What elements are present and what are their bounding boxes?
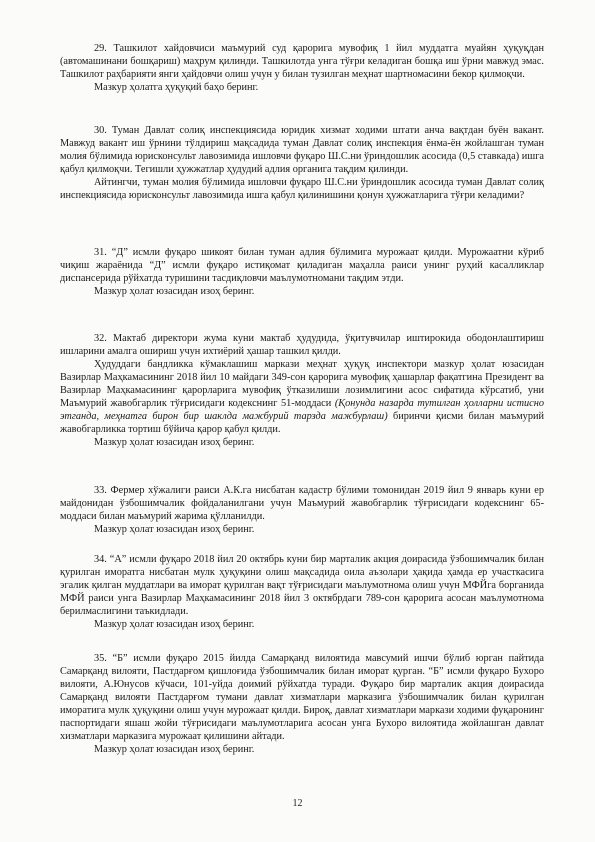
item-34-question: Мазкур ҳолат юзасидан изоҳ беринг. <box>94 619 255 630</box>
item-35-text: 35. “Б” исмли фуқаро 2015 йилда Самарқанд вилоятида мавсумий ишчи бўлиб юрган пайтида Самарқанд вилояти, Пастдарғом қишлоғида ўзбошимчалик билан иморат қурган. “Б” исмли фуқаро Бухоро вилояти, А.Юнусов кўчаси, 101-уйда доимий рўйхатда туради. Фуқаро бир марталик акция доирасида Самарқанд вилояти Пастдарғом тумани давлат хизматлари марказига ўзбошимчалик билан қурилган иморатига мулк ҳуқуқини олиш учун мурожаат қилди. Бироқ, давлат хизматлари маркази ходими фуқаронинг паспортидаги яшаш жойи тўғрисидаги маълумотларига асосан унга Бухоро вилоятида жойлашган давлат хизматлари марказига мурожаат қилишини айтади. <box>60 653 544 742</box>
item-29 <box>60 42 544 94</box>
item-31-question: Мазкур ҳолат юзасидан изоҳ беринг. <box>94 286 255 297</box>
item-29-question: Мазкур ҳолатга ҳуқуқий баҳо беринг. <box>94 82 259 93</box>
item-33 <box>60 484 544 536</box>
item-34-text: 34. “А” исмли фуқаро 2018 йил 20 октябрь куни бир марталик акция доирасида ўзбошимчалик билан қурилган иморатга нисбатан мулк ҳуқуқини олиш мақсадида оила аъзолари ҳақида ҳамда ер участкасига эгалик қилган муддатлари ва иморат қурилган вақт тўғрисидаги маълумотнома олиш учун МФЙга борганида МФЙ раиси унга Вазирлар Маҳкамасининг 2018 йил 3 октябрдаги 789-сон қарорига асосан маълумотнома берилмаслигини таъкидлади. <box>60 554 544 617</box>
item-30-text: 30. Туман Давлат солиқ инспекциясида юридик хизмат ходими штати анча вақтдан буён вакант. Мавжуд вакант иш ўрнини тўлдириш мақсадида туман Давлат солиқ инспекция ёнма-ён жойлашган туман молия бўлимида юрисконсульт лавозимида ишловчи фуқаро Ш.С.ни ўриндошлик асосида (0,5 ставкада) ишга қабул қилмоқчи. Тегишли ҳужжатлар ҳудудий адлия органига тақдим қилинди. <box>60 125 544 175</box>
item-29-text: 29. Ташкилот хайдовчиси маъмурий суд қарорига мувофиқ 1 йил муддатга муайян ҳуқуқдан (автомашинани бошқариш) маҳрум қилинди. Ташкилотда унга тўғри келадиган бошқа иш ўрни мавжуд эмас. Ташкилот раҳбарияти янги ҳайдовчи олиш учун у билан тузилган меҳнат шартномасини бекор қилмоқчи. <box>60 43 544 80</box>
item-33-question: Мазкур ҳолат юзасидан изоҳ беринг. <box>94 524 255 535</box>
item-31 <box>60 246 544 298</box>
item-30-question: Айтингчи, туман молия бўлимида ишловчи фуқаро Ш.С.ни ўриндошлик асосида туман Давлат солиқ инспекциясида юрисконсульт лавозимида ишга қабул қилинишини қонун ҳужжатларига тўғри келадими? <box>60 177 544 201</box>
item-30 <box>60 124 544 202</box>
page-number: 12 <box>292 798 303 809</box>
item-33-text: 33. Фермер хўжалиги раиси А.К.га нисбатан кадастр бўлими томонидан 2019 йил 9 январь куни ер майдонидан ўзбошимчалик фойдаланилгани учун Маъмурий жавобгарлик тўғрисидаги кодекснинг 65-моддаси билан маъмурий жарима қўлланилди. <box>60 485 544 522</box>
item-32-text: 32. Мактаб директори жума куни мактаб ҳудудида, ўқитувчилар иштирокида ободонлаштириш ишларини амалга ошириш учун ихтиёрий ҳашар ташкил қилди. <box>60 333 544 357</box>
item-34 <box>60 553 544 631</box>
item-35-question: Мазкур ҳолат юзасидан изоҳ беринг. <box>94 744 255 755</box>
item-31-text: 31. “Д” исмли фуқаро шикоят билан туман адлия бўлимига мурожаат қилди. Мурожаатни кўриб чиқиш жараёнида “Д” исмли фуқаро истиқомат қиладиган маҳалла раиси унинг руҳий касалликлар диспансерида рўйхатда туришини тасдиқловчи маълумотномани тақдим этди. <box>60 247 544 284</box>
item-32-question: Мазкур ҳолат юзасидан изоҳ беринг. <box>94 437 255 448</box>
item-32-inspector-text: Ҳудуддаги бандликка кўмаклашиш маркази меҳнат ҳуқуқ инспектори мазкур ҳолат юзасидан Вазирлар Маҳкамасининг 2018 йил 10 майдаги 349-сон қарорига мувофиқ ҳашарлар фақатгина Президент ва Вазирлар Маҳкамасининг қарорларига мувофиқ ўтказилиши лозимлигини асос сифатида кўрсатиб, уни Маъмурий жавобгарлик тўғрисидаги кодекснинг 51-моддаси (Қонунда назарда тутилган ҳолларни истисно этганда, меҳнатга бирон бир шаклда мажбурий тарзда мажбурлаш) биринчи қисми билан маъмурий жавобгарликка тортиш бўйича қарор қабул қилди. <box>60 359 545 435</box>
item-35 <box>60 652 544 756</box>
item-32 <box>60 332 544 449</box>
